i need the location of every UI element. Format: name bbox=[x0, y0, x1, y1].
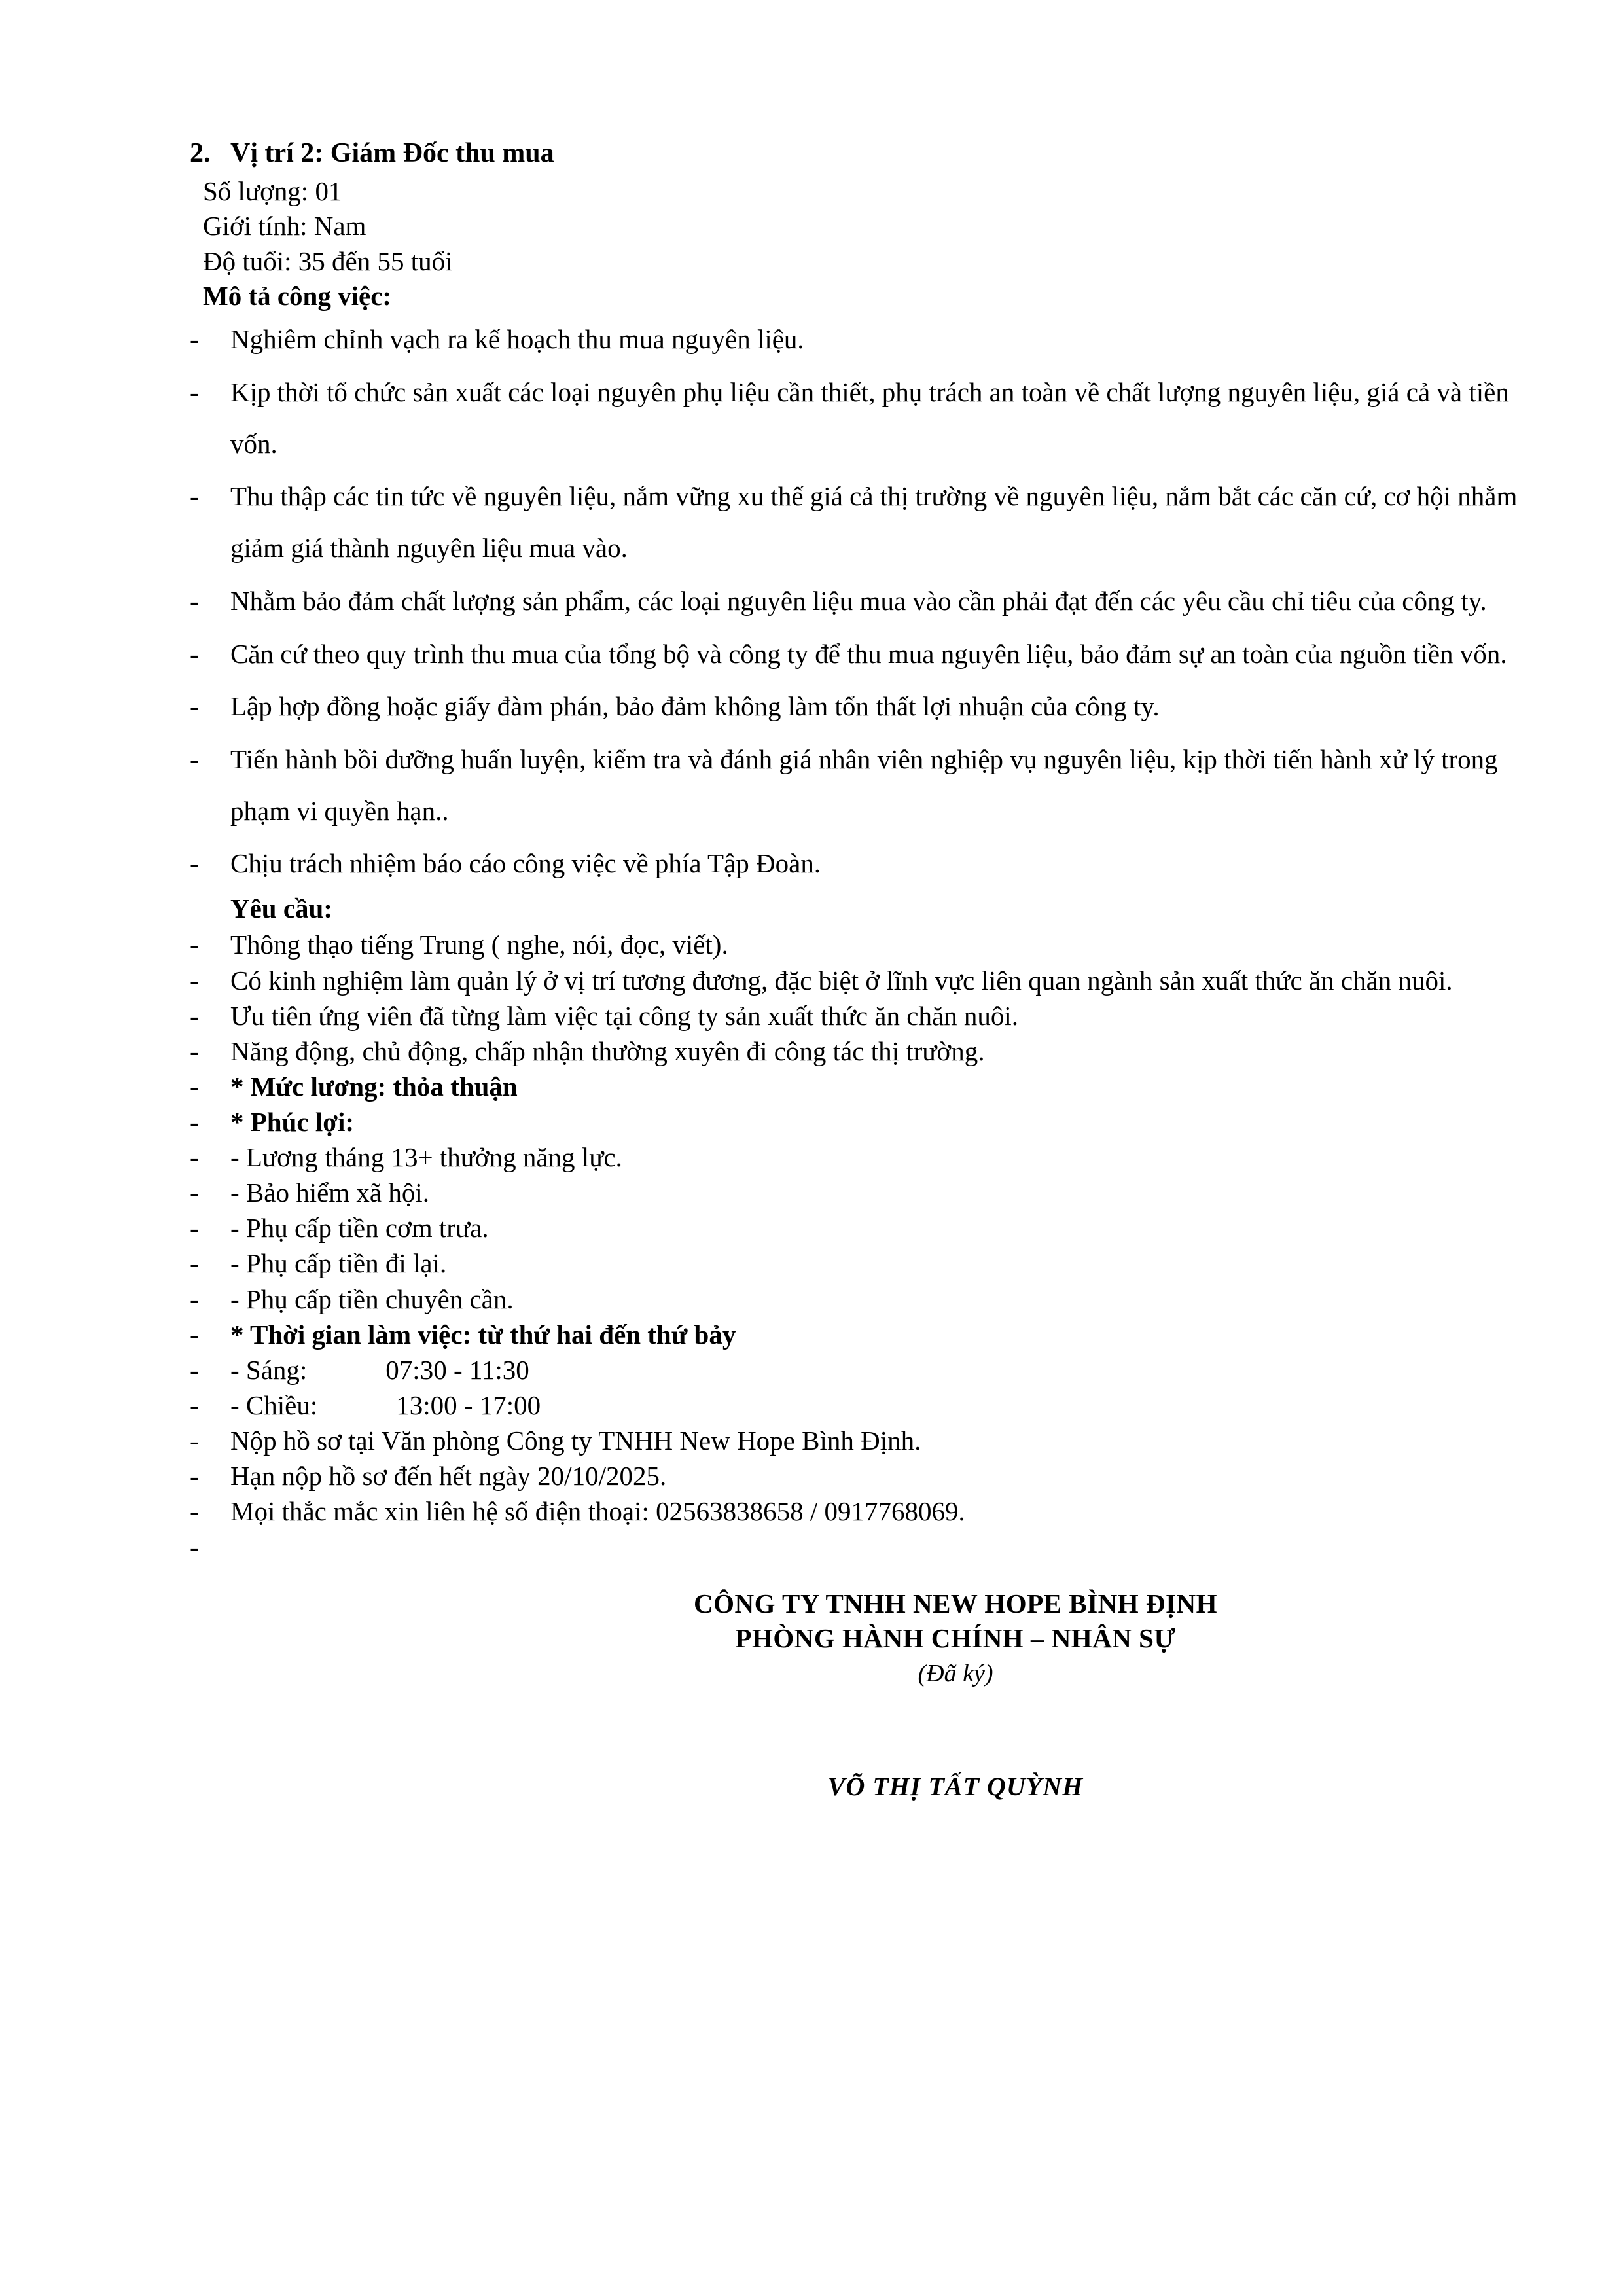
info-age: Độ tuổi: 35 đến 55 tuổi bbox=[203, 245, 453, 276]
job-description-list bbox=[190, 314, 1525, 889]
list-item-text: Nghiêm chỉnh vạch ra kế hoạch thu mua nguyên liệu. bbox=[230, 324, 804, 355]
signature-department: PHÒNG HÀNH CHÍNH – NHÂN SỰ bbox=[735, 1623, 1176, 1653]
list-item bbox=[190, 963, 1525, 998]
list-item bbox=[190, 1210, 1525, 1246]
list-item bbox=[190, 1494, 1525, 1529]
list-item bbox=[190, 367, 1525, 469]
list-item-text: Lập hợp đồng hoặc giấy đàm phán, bảo đảm không làm tổn thất lợi nhuận của công ty. bbox=[230, 691, 1160, 722]
schedule-afternoon bbox=[190, 1388, 1525, 1423]
list-item bbox=[190, 314, 1525, 365]
list-item bbox=[190, 1069, 1525, 1104]
list-item bbox=[190, 734, 1525, 836]
bullet-dash: - bbox=[190, 1177, 199, 1208]
schedule-afternoon-label: - Chiều: bbox=[230, 1390, 318, 1420]
list-item bbox=[190, 681, 1525, 732]
list-item-text: - Phụ cấp tiền cơm trưa. bbox=[230, 1213, 489, 1244]
bullet-dash: - bbox=[190, 929, 199, 960]
info-quantity: Số lượng: 01 bbox=[203, 176, 342, 206]
bullet-dash: - bbox=[190, 1461, 199, 1492]
bullet-dash: - bbox=[190, 1319, 199, 1350]
section-title: Vị trí 2: Giám Đốc thu mua bbox=[230, 138, 554, 168]
list-item-text: Hạn nộp hồ sơ đến hết ngày 20/10/2025. bbox=[230, 1461, 667, 1492]
list-item bbox=[190, 575, 1525, 627]
job-description-heading: Mô tả công việc: bbox=[203, 280, 392, 311]
bullet-dash: - bbox=[190, 1532, 199, 1562]
bullet-dash: - bbox=[190, 1106, 199, 1137]
list-item-text: Năng động, chủ động, chấp nhận thường xuyên đi công tác thị trường. bbox=[230, 1035, 985, 1066]
bullet-dash: - bbox=[190, 1496, 199, 1527]
bullet-dash: - bbox=[190, 1390, 199, 1420]
bullet-dash: - bbox=[190, 1035, 199, 1066]
schedule-morning-label: - Sáng: bbox=[230, 1354, 308, 1385]
bullet-dash: - bbox=[190, 1213, 199, 1244]
list-item bbox=[190, 1033, 1525, 1069]
list-item-text: * Thời gian làm việc: từ thứ hai đến thứ bảy bbox=[230, 1319, 736, 1350]
schedule-morning-time: 07:30 - 11:30 bbox=[385, 1354, 529, 1385]
list-item-text: * Mức lương: thỏa thuận bbox=[230, 1071, 518, 1102]
signature-block bbox=[190, 1587, 1525, 1802]
list-item bbox=[190, 1458, 1525, 1494]
bullet-dash: - bbox=[190, 481, 199, 512]
list-item bbox=[190, 927, 1525, 962]
requirements-list bbox=[190, 927, 1525, 1564]
signature-signed-note: (Đã ký) bbox=[918, 1660, 993, 1688]
bullet-dash: - bbox=[190, 1283, 199, 1314]
list-item bbox=[190, 1246, 1525, 1281]
bullet-dash: - bbox=[190, 638, 199, 669]
list-item bbox=[190, 1104, 1525, 1139]
info-gender: Giới tính: Nam bbox=[203, 211, 366, 242]
list-item-text: Tiến hành bồi dưỡng huấn luyện, kiểm tra và đánh giá nhân viên nghiệp vụ nguyên liệu, kịp thời tiến hành xử lý trong phạm vi quyền hạn.. bbox=[230, 744, 1498, 826]
list-item bbox=[190, 471, 1525, 573]
list-item bbox=[190, 1139, 1525, 1175]
list-item-text: - Bảo hiểm xã hội. bbox=[230, 1177, 430, 1208]
bullet-dash: - bbox=[190, 1248, 199, 1279]
list-item-text: Thông thạo tiếng Trung ( nghe, nói, đọc, viết). bbox=[230, 929, 728, 960]
list-item bbox=[190, 1529, 1525, 1564]
bullet-dash: - bbox=[190, 965, 199, 996]
requirements-heading: Yêu cầu: bbox=[230, 893, 333, 924]
list-item-text: Nộp hồ sơ tại Văn phòng Công ty TNHH New Hope Bình Định. bbox=[230, 1425, 921, 1456]
bullet-dash: - bbox=[190, 585, 199, 616]
list-item bbox=[190, 1175, 1525, 1210]
list-item bbox=[190, 1317, 1525, 1352]
list-item-text: - Lương tháng 13+ thưởng năng lực. bbox=[230, 1142, 622, 1173]
bullet-dash: - bbox=[190, 376, 199, 407]
schedule-afternoon-time: 13:00 - 17:00 bbox=[396, 1390, 541, 1420]
list-item bbox=[190, 1423, 1525, 1458]
list-item-text: Thu thập các tin tức về nguyên liệu, nắm vững xu thế giá cả thị trường về nguyên liệu, nắm bắt các căn cứ, cơ hội nhằm giảm giá thành nguyên liệu mua vào. bbox=[230, 481, 1518, 564]
list-item-text: Ưu tiên ứng viên đã từng làm việc tại công ty sản xuất thức ăn chăn nuôi. bbox=[230, 1000, 1019, 1031]
signature-name: VÕ THỊ TẤT QUỲNH bbox=[827, 1772, 1084, 1802]
bullet-dash: - bbox=[190, 848, 199, 879]
list-item-text: Có kinh nghiệm làm quản lý ở vị trí tương đương, đặc biệt ở lĩnh vực liên quan ngành sản xuất thức ăn chăn nuôi. bbox=[230, 965, 1453, 996]
bullet-dash: - bbox=[190, 1142, 199, 1173]
list-item-text: - Phụ cấp tiền đi lại. bbox=[230, 1248, 447, 1279]
bullet-dash: - bbox=[190, 691, 199, 722]
bullet-dash: - bbox=[190, 1000, 199, 1031]
list-item-text: Nhằm bảo đảm chất lượng sản phẩm, các loại nguyên liệu mua vào cần phải đạt đến các yêu cầu chỉ tiêu của công ty. bbox=[230, 585, 1487, 616]
list-item bbox=[190, 998, 1525, 1033]
bullet-dash: - bbox=[190, 1425, 199, 1456]
section-heading bbox=[190, 137, 1525, 169]
schedule-morning bbox=[190, 1352, 1525, 1388]
list-item-text: Căn cứ theo quy trình thu mua của tổng bộ và công ty để thu mua nguyên liệu, bảo đảm sự an toàn của nguồn tiền vốn. bbox=[230, 638, 1507, 669]
bullet-dash: - bbox=[190, 1071, 199, 1102]
list-item-text: Kịp thời tổ chức sản xuất các loại nguyên phụ liệu cần thiết, phụ trách an toàn về chất lượng nguyên liệu, giá cả và tiền vốn. bbox=[230, 376, 1509, 459]
bullet-dash: - bbox=[190, 744, 199, 774]
list-item-text: Mọi thắc mắc xin liên hệ số điện thoại: 02563838658 / 0917768069. bbox=[230, 1496, 965, 1527]
list-item bbox=[190, 628, 1525, 680]
bullet-dash: - bbox=[190, 1354, 199, 1385]
list-item bbox=[190, 1282, 1525, 1317]
list-item-text: * Phúc lợi: bbox=[230, 1106, 354, 1137]
bullet-dash: - bbox=[190, 324, 199, 355]
section-number: 2. bbox=[190, 138, 211, 168]
signature-company: CÔNG TY TNHH NEW HOPE BÌNH ĐỊNH bbox=[694, 1588, 1217, 1619]
list-item bbox=[190, 838, 1525, 889]
list-item-text: - Phụ cấp tiền chuyên cần. bbox=[230, 1283, 514, 1314]
list-item-text: Chịu trách nhiệm báo cáo công việc về phía Tập Đoàn. bbox=[230, 848, 821, 879]
